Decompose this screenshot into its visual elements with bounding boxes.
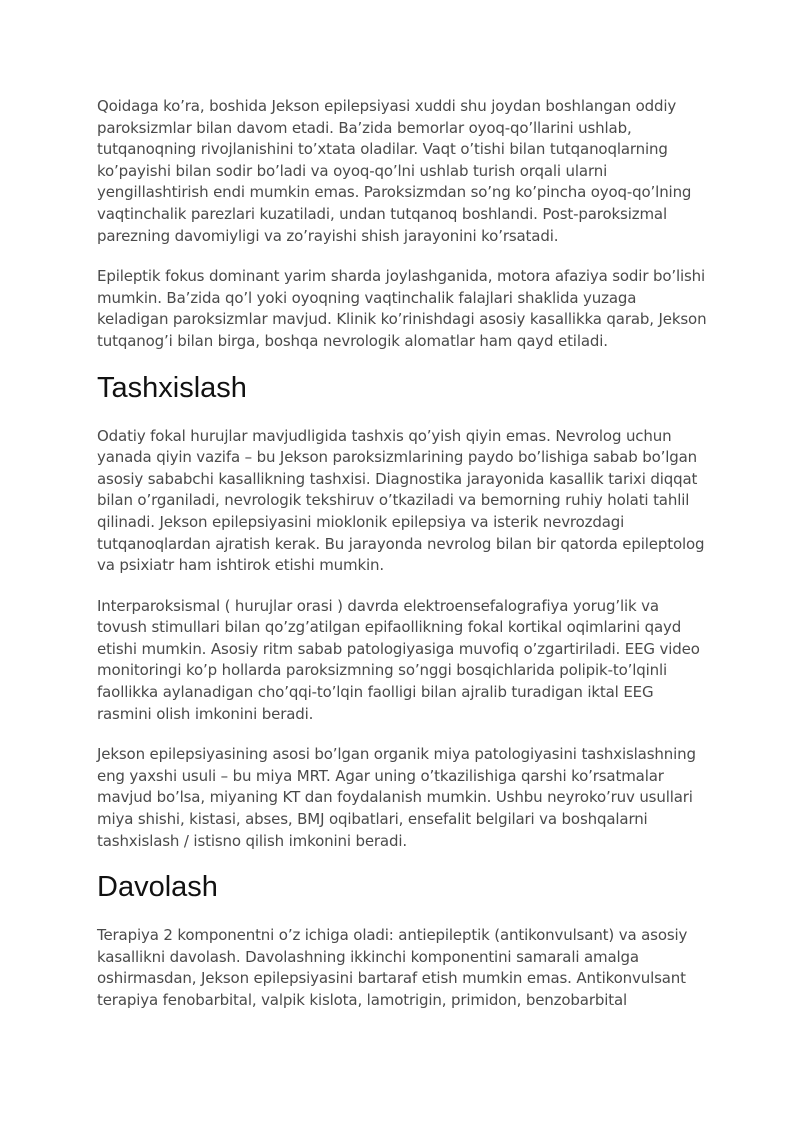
paragraph: Epileptik fokus dominant yarim sharda joylashganida, motora afaziya sodir bo’lishi mumkin. Ba’zida qo’l yoki oyoqning vaqtinchalik falajlari shaklida yuzaga keladigan paroksizmlar mavjud. Klinik ko’rinishdagi asosiy kasallikka qarab, Jekson tutqanog’i bilan birga, boshqa nevrologik alomatlar ham qayd etiladi. (97, 267, 707, 350)
paragraph: Terapiya 2 komponentni o’z ichiga oladi: antiepileptik (antikonvulsant) va asosiy kasallikni davolash. Davolashning ikkinchi komponentini samarali amalga oshirmasdan, Jekson epilepsiyasini bartaraf etish mumkin emas. Antikonvulsant terapiya fenobarbital, valpik kislota, lamotrigin, primidon, benzobarbital (97, 926, 688, 1009)
paragraph: Jekson epilepsiyasining asosi bo’lgan organik miya patologiyasini tashxislashning eng yaxshi usuli – bu miya MRT. Agar uning o’tkazilishiga qarshi ko’rsatmalar mavjud bo’lsa, miyaning KT dan foydalanish mumkin. Ushbu neyroko’ruv usullari miya shishi, kistasi, abses, BMJ oqibatlari, ensefalit belgilari va boshqalarni tashxislash / istisno qilish imkonini beradi. (97, 745, 696, 850)
section-heading-treatment: Davolash (97, 871, 218, 904)
paragraph: Qoidaga ko’ra, boshida Jekson epilepsiyasi xuddi shu joydan boshlangan oddiy paroksizmlar bilan davom etadi. Ba’zida bemorlar oyoq-qo’llarini ushlab, tutqanoqning rivojlanishini to’xtata oladilar. Vaqt o’tishi bilan tutqanoqlarning ko’payishi bilan sodir bo’ladi va oyoq-qo’lni ushlab turish orqali ularni yengillashtirish endi mumkin emas. Paroksizmdan so’ng ko’pincha oyoq-qo’lning vaqtinchalik parezlari kuzatiladi, undan tutqanoq boshlandi. Post-paroksizmal parezning davomiyligi va zo’rayishi shish jarayonini ko’rsatadi. (97, 97, 692, 245)
section-heading-diagnosis: Tashxislash (97, 371, 247, 404)
paragraph: Interparoksismal ( hurujlar orasi ) davrda elektroensefalografiya yorug’lik va tovush stimullari bilan qo’zg’atilgan epifaollikning fokal kortikal oqimlarini qayd etishi mumkin. Asosiy ritm sabab patologiyasiga muvofiq o’zgartiriladi. EEG video monitoringi ko’p hollarda paroksizmning so’nggi bosqichlarida polipik-to’lqinli faollikka aylanadigan cho’qqi-to’lqin faolligi bilan ajralib turadigan iktal EEG rasmini olish imkonini beradi. (97, 596, 700, 723)
paragraph: Odatiy fokal hurujlar mavjudligida tashxis qo’yish qiyin emas. Nevrolog uchun yanada qiyin vazifa – bu Jekson paroksizmlarining paydo bo’lishiga sabab bo’lgan asosiy sababchi kasallikning tashxisi. Diagnostika jarayonida kasallik tarixi diqqat bilan o’rganiladi, nevrologik tekshiruv o’tkaziladi va bemorning ruhiy holati tahlil qilinadi. Jekson epilepsiyasini mioklonik epilepsiya va isterik nevrozdagi tutqanoqlardan ajratish kerak. Bu jarayonda nevrolog bilan bir qatorda epileptolog va psixiatr ham ishtirok etishi mumkin. (97, 426, 705, 575)
document-page (97, 96, 709, 1031)
